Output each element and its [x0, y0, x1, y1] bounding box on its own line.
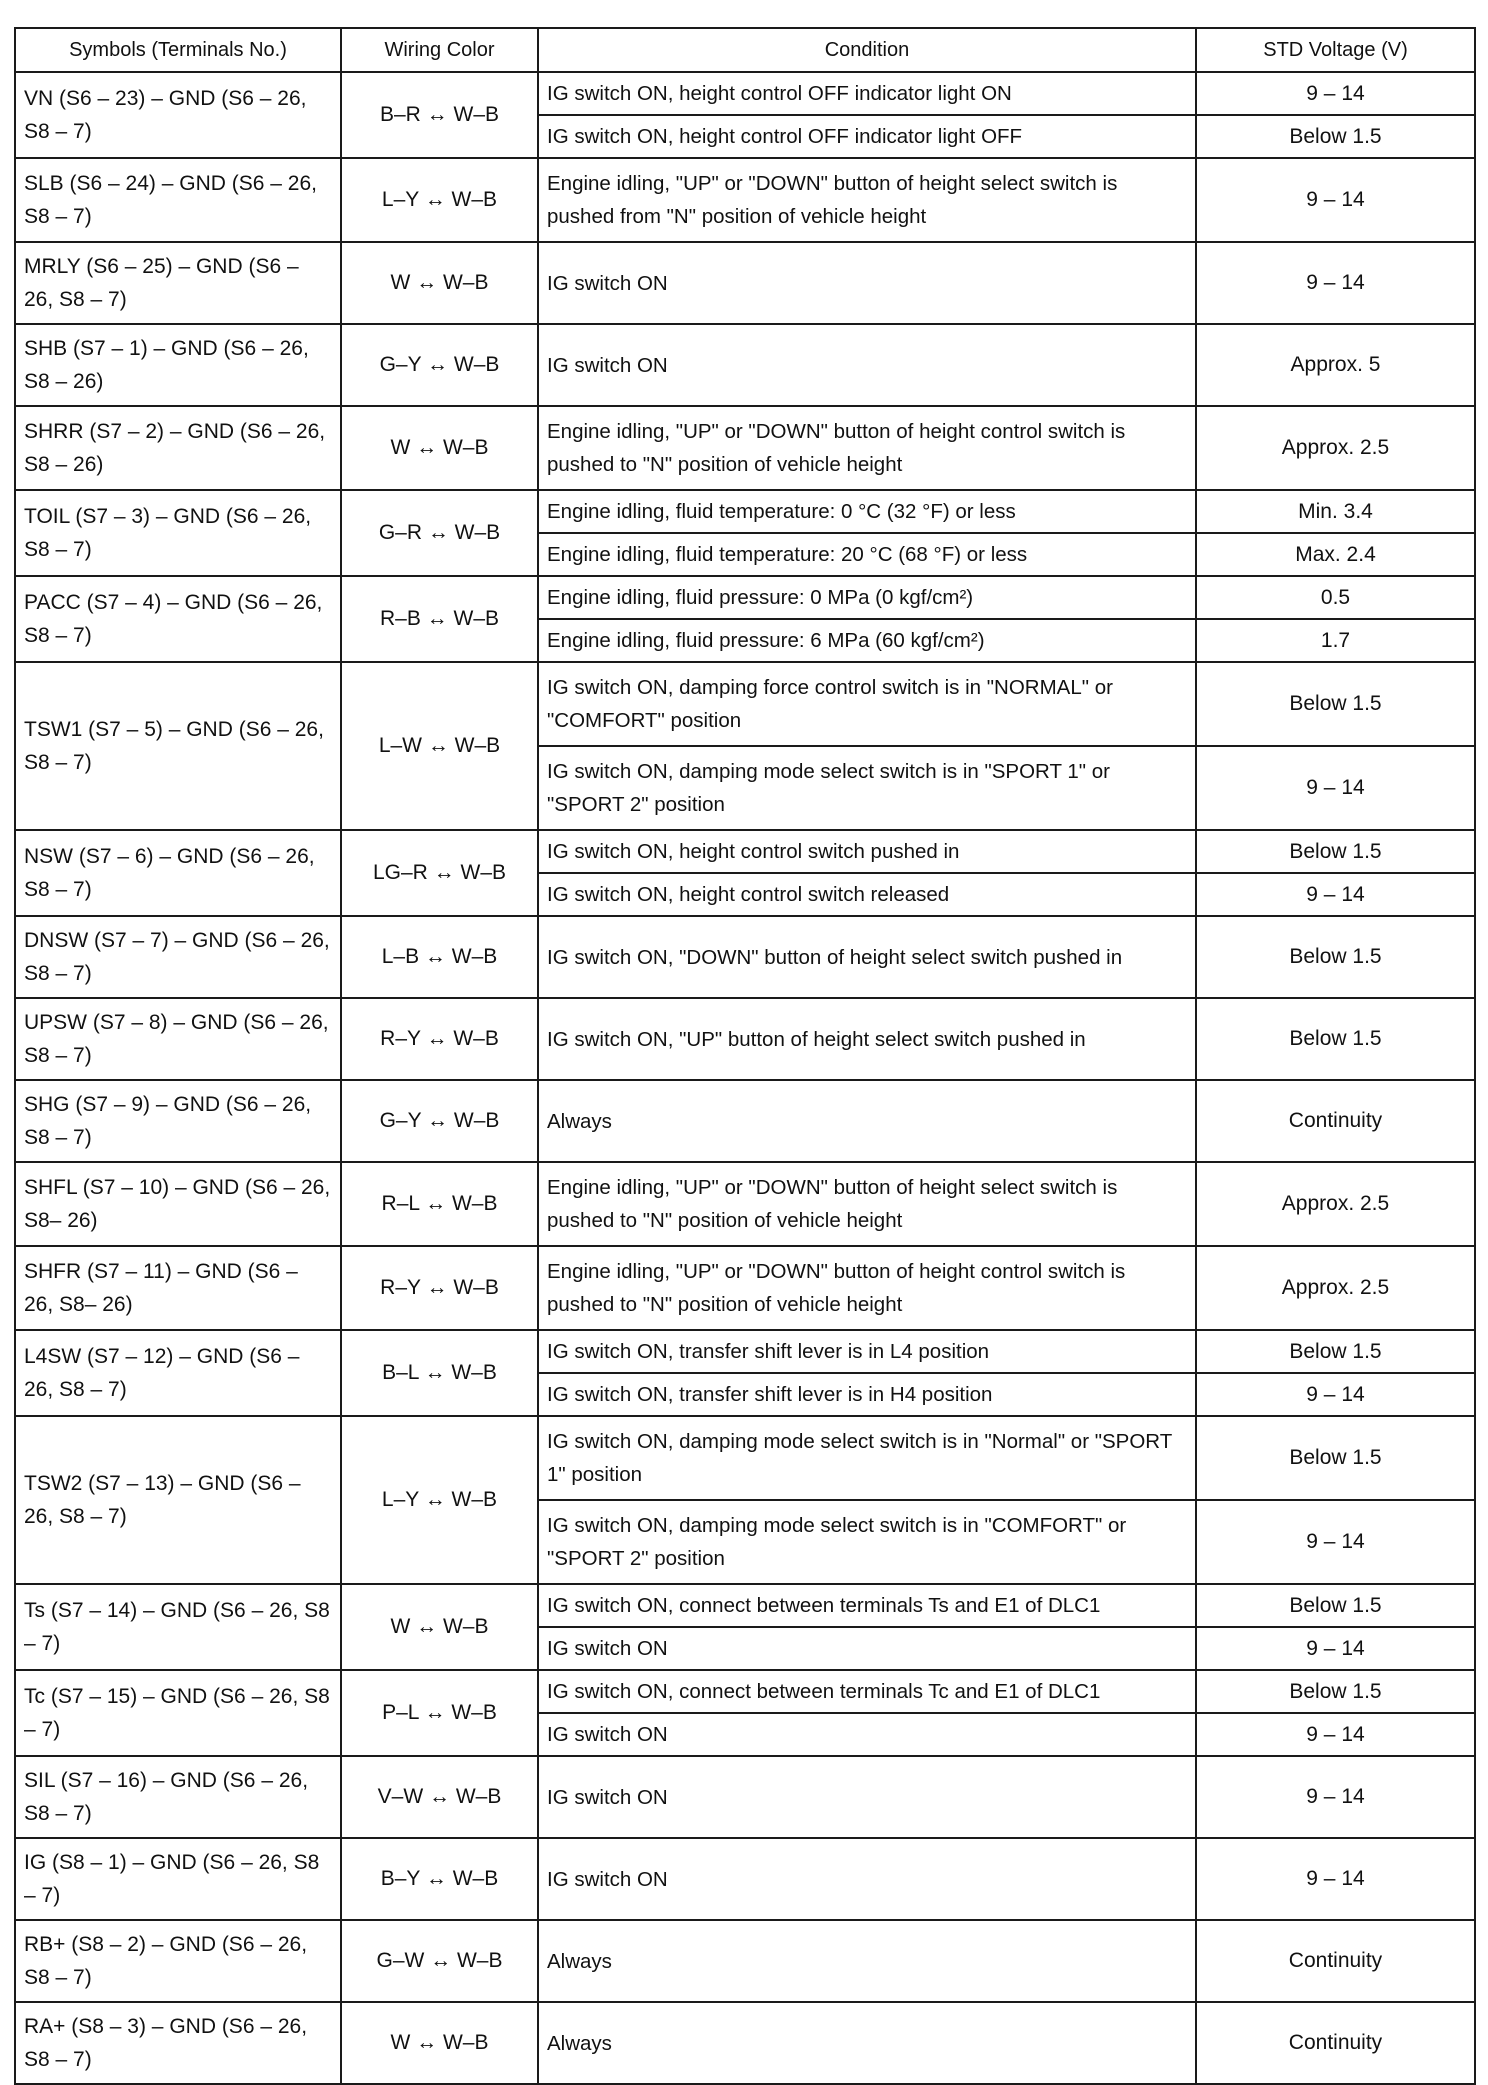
condition-cell: Engine idling, fluid temperature: 20 °C (68 °F) or less [538, 533, 1196, 576]
std-voltage-cell: Approx. 2.5 [1196, 1246, 1475, 1330]
table-row [15, 916, 1475, 998]
wiring-color-cell: L–Y ↔ W–B [341, 158, 538, 242]
std-voltage-cell: Min. 3.4 [1196, 490, 1475, 533]
condition-cell: Always [538, 1080, 1196, 1162]
condition-cell: IG switch ON [538, 1838, 1196, 1920]
table-row [15, 72, 1475, 115]
table-row [15, 158, 1475, 242]
std-voltage-cell: 9 – 14 [1196, 1627, 1475, 1670]
table-row [15, 324, 1475, 406]
table-row [15, 1080, 1475, 1162]
condition-cell: IG switch ON, damping force control switch is in "NORMAL" or "COMFORT" position [538, 662, 1196, 746]
condition-cell: IG switch ON [538, 1713, 1196, 1756]
terminal-symbol-cell: TSW2 (S7 – 13) – GND (S6 – 26, S8 – 7) [15, 1416, 341, 1584]
terminal-voltage-spec-sheet [14, 27, 1474, 2085]
table-row [15, 1838, 1475, 1920]
condition-cell: IG switch ON, height control switch pushed in [538, 830, 1196, 873]
condition-cell: IG switch ON, damping mode select switch is in "SPORT 1" or "SPORT 2" position [538, 746, 1196, 830]
std-voltage-cell: 9 – 14 [1196, 1500, 1475, 1584]
wiring-color-cell: R–Y ↔ W–B [341, 998, 538, 1080]
terminal-symbol-cell: UPSW (S7 – 8) – GND (S6 – 26, S8 – 7) [15, 998, 341, 1080]
std-voltage-cell: 9 – 14 [1196, 1373, 1475, 1416]
wiring-color-cell: R–L ↔ W–B [341, 1162, 538, 1246]
terminal-symbol-cell: DNSW (S7 – 7) – GND (S6 – 26, S8 – 7) [15, 916, 341, 998]
wiring-color-cell: G–Y ↔ W–B [341, 1080, 538, 1162]
condition-cell: IG switch ON, height control OFF indicator light ON [538, 72, 1196, 115]
terminal-symbol-cell: VN (S6 – 23) – GND (S6 – 26, S8 – 7) [15, 72, 341, 158]
std-voltage-cell: Below 1.5 [1196, 830, 1475, 873]
std-voltage-cell: Max. 2.4 [1196, 533, 1475, 576]
wiring-color-cell: B–R ↔ W–B [341, 72, 538, 158]
condition-cell: IG switch ON, connect between terminals Tc and E1 of DLC1 [538, 1670, 1196, 1713]
condition-cell: IG switch ON, height control switch released [538, 873, 1196, 916]
table-row [15, 1920, 1475, 2002]
std-voltage-cell: 9 – 14 [1196, 72, 1475, 115]
table-row [15, 490, 1475, 533]
condition-cell: Engine idling, fluid pressure: 6 MPa (60 kgf/cm²) [538, 619, 1196, 662]
std-voltage-cell: Below 1.5 [1196, 998, 1475, 1080]
terminal-symbol-cell: Ts (S7 – 14) – GND (S6 – 26, S8 – 7) [15, 1584, 341, 1670]
condition-cell: IG switch ON, connect between terminals Ts and E1 of DLC1 [538, 1584, 1196, 1627]
terminal-symbol-cell: SHRR (S7 – 2) – GND (S6 – 26, S8 – 26) [15, 406, 341, 490]
condition-cell: IG switch ON [538, 1627, 1196, 1670]
std-voltage-cell: Below 1.5 [1196, 916, 1475, 998]
wiring-color-cell: B–Y ↔ W–B [341, 1838, 538, 1920]
condition-cell: Engine idling, "UP" or "DOWN" button of height select switch is pushed to "N" position of vehicle height [538, 1162, 1196, 1246]
table-row [15, 1246, 1475, 1330]
terminal-symbol-cell: SHFL (S7 – 10) – GND (S6 – 26, S8– 26) [15, 1162, 341, 1246]
table-row [15, 1162, 1475, 1246]
wiring-color-cell: W ↔ W–B [341, 1584, 538, 1670]
table-row [15, 2002, 1475, 2084]
std-voltage-cell: 9 – 14 [1196, 242, 1475, 324]
condition-cell: Always [538, 2002, 1196, 2084]
table-row [15, 406, 1475, 490]
table-row [15, 1330, 1475, 1373]
condition-cell: Engine idling, fluid temperature: 0 °C (32 °F) or less [538, 490, 1196, 533]
table-row [15, 662, 1475, 746]
wiring-color-cell: LG–R ↔ W–B [341, 830, 538, 916]
terminal-voltage-table [14, 27, 1476, 2085]
wiring-color-cell: W ↔ W–B [341, 2002, 538, 2084]
std-voltage-cell: 9 – 14 [1196, 873, 1475, 916]
terminal-symbol-cell: MRLY (S6 – 25) – GND (S6 – 26, S8 – 7) [15, 242, 341, 324]
std-voltage-cell: 9 – 14 [1196, 746, 1475, 830]
terminal-symbol-cell: L4SW (S7 – 12) – GND (S6 – 26, S8 – 7) [15, 1330, 341, 1416]
condition-cell: Engine idling, "UP" or "DOWN" button of height control switch is pushed to "N" position of vehicle height [538, 406, 1196, 490]
table-row [15, 576, 1475, 619]
terminal-symbol-cell: RB+ (S8 – 2) – GND (S6 – 26, S8 – 7) [15, 1920, 341, 2002]
std-voltage-cell: 0.5 [1196, 576, 1475, 619]
condition-cell: IG switch ON, damping mode select switch is in "COMFORT" or "SPORT 2" position [538, 1500, 1196, 1584]
condition-cell: IG switch ON [538, 1756, 1196, 1838]
std-voltage-cell: Below 1.5 [1196, 1330, 1475, 1373]
std-voltage-cell: Below 1.5 [1196, 1584, 1475, 1627]
terminal-symbol-cell: SIL (S7 – 16) – GND (S6 – 26, S8 – 7) [15, 1756, 341, 1838]
header-std-voltage: STD Voltage (V) [1196, 28, 1475, 72]
std-voltage-cell: Continuity [1196, 2002, 1475, 2084]
terminal-symbol-cell: NSW (S7 – 6) – GND (S6 – 26, S8 – 7) [15, 830, 341, 916]
header-wiring-color: Wiring Color [341, 28, 538, 72]
terminal-symbol-cell: SLB (S6 – 24) – GND (S6 – 26, S8 – 7) [15, 158, 341, 242]
table-row [15, 1416, 1475, 1500]
std-voltage-cell: Below 1.5 [1196, 1416, 1475, 1500]
header-row [15, 28, 1475, 72]
terminal-symbol-cell: Tc (S7 – 15) – GND (S6 – 26, S8 – 7) [15, 1670, 341, 1756]
wiring-color-cell: B–L ↔ W–B [341, 1330, 538, 1416]
std-voltage-cell: Continuity [1196, 1080, 1475, 1162]
terminal-symbol-cell: SHG (S7 – 9) – GND (S6 – 26, S8 – 7) [15, 1080, 341, 1162]
terminal-symbol-cell: RA+ (S8 – 3) – GND (S6 – 26, S8 – 7) [15, 2002, 341, 2084]
terminal-symbol-cell: IG (S8 – 1) – GND (S6 – 26, S8 – 7) [15, 1838, 341, 1920]
table-row [15, 242, 1475, 324]
terminal-symbol-cell: TSW1 (S7 – 5) – GND (S6 – 26, S8 – 7) [15, 662, 341, 830]
wiring-color-cell: G–R ↔ W–B [341, 490, 538, 576]
table-row [15, 1670, 1475, 1713]
wiring-color-cell: L–B ↔ W–B [341, 916, 538, 998]
std-voltage-cell: 1.7 [1196, 619, 1475, 662]
std-voltage-cell: Continuity [1196, 1920, 1475, 2002]
std-voltage-cell: 9 – 14 [1196, 1756, 1475, 1838]
condition-cell: IG switch ON [538, 242, 1196, 324]
std-voltage-cell: Approx. 5 [1196, 324, 1475, 406]
table-row [15, 998, 1475, 1080]
condition-cell: Engine idling, fluid pressure: 0 MPa (0 kgf/cm²) [538, 576, 1196, 619]
condition-cell: IG switch ON, "UP" button of height select switch pushed in [538, 998, 1196, 1080]
terminal-symbol-cell: TOIL (S7 – 3) – GND (S6 – 26, S8 – 7) [15, 490, 341, 576]
wiring-color-cell: L–W ↔ W–B [341, 662, 538, 830]
wiring-color-cell: L–Y ↔ W–B [341, 1416, 538, 1584]
wiring-color-cell: G–Y ↔ W–B [341, 324, 538, 406]
condition-cell: IG switch ON, height control OFF indicator light OFF [538, 115, 1196, 158]
table-body [15, 72, 1475, 2084]
condition-cell: IG switch ON, damping mode select switch is in "Normal" or "SPORT 1" position [538, 1416, 1196, 1500]
wiring-color-cell: R–Y ↔ W–B [341, 1246, 538, 1330]
condition-cell: IG switch ON, transfer shift lever is in H4 position [538, 1373, 1196, 1416]
table-row [15, 1584, 1475, 1627]
condition-cell: Engine idling, "UP" or "DOWN" button of height control switch is pushed to "N" position of vehicle height [538, 1246, 1196, 1330]
std-voltage-cell: Approx. 2.5 [1196, 406, 1475, 490]
condition-cell: IG switch ON, "DOWN" button of height select switch pushed in [538, 916, 1196, 998]
wiring-color-cell: V–W ↔ W–B [341, 1756, 538, 1838]
std-voltage-cell: Approx. 2.5 [1196, 1162, 1475, 1246]
terminal-symbol-cell: SHB (S7 – 1) – GND (S6 – 26, S8 – 26) [15, 324, 341, 406]
std-voltage-cell: 9 – 14 [1196, 1838, 1475, 1920]
std-voltage-cell: Below 1.5 [1196, 1670, 1475, 1713]
terminal-symbol-cell: SHFR (S7 – 11) – GND (S6 – 26, S8– 26) [15, 1246, 341, 1330]
table-row [15, 830, 1475, 873]
table-row [15, 1756, 1475, 1838]
condition-cell: IG switch ON [538, 324, 1196, 406]
wiring-color-cell: W ↔ W–B [341, 406, 538, 490]
std-voltage-cell: 9 – 14 [1196, 158, 1475, 242]
header-condition: Condition [538, 28, 1196, 72]
condition-cell: Engine idling, "UP" or "DOWN" button of height select switch is pushed from "N" position of vehicle height [538, 158, 1196, 242]
wiring-color-cell: P–L ↔ W–B [341, 1670, 538, 1756]
std-voltage-cell: 9 – 14 [1196, 1713, 1475, 1756]
header-symbols: Symbols (Terminals No.) [15, 28, 341, 72]
condition-cell: Always [538, 1920, 1196, 2002]
terminal-symbol-cell: PACC (S7 – 4) – GND (S6 – 26, S8 – 7) [15, 576, 341, 662]
wiring-color-cell: R–B ↔ W–B [341, 576, 538, 662]
wiring-color-cell: G–W ↔ W–B [341, 1920, 538, 2002]
wiring-color-cell: W ↔ W–B [341, 242, 538, 324]
std-voltage-cell: Below 1.5 [1196, 115, 1475, 158]
condition-cell: IG switch ON, transfer shift lever is in L4 position [538, 1330, 1196, 1373]
std-voltage-cell: Below 1.5 [1196, 662, 1475, 746]
